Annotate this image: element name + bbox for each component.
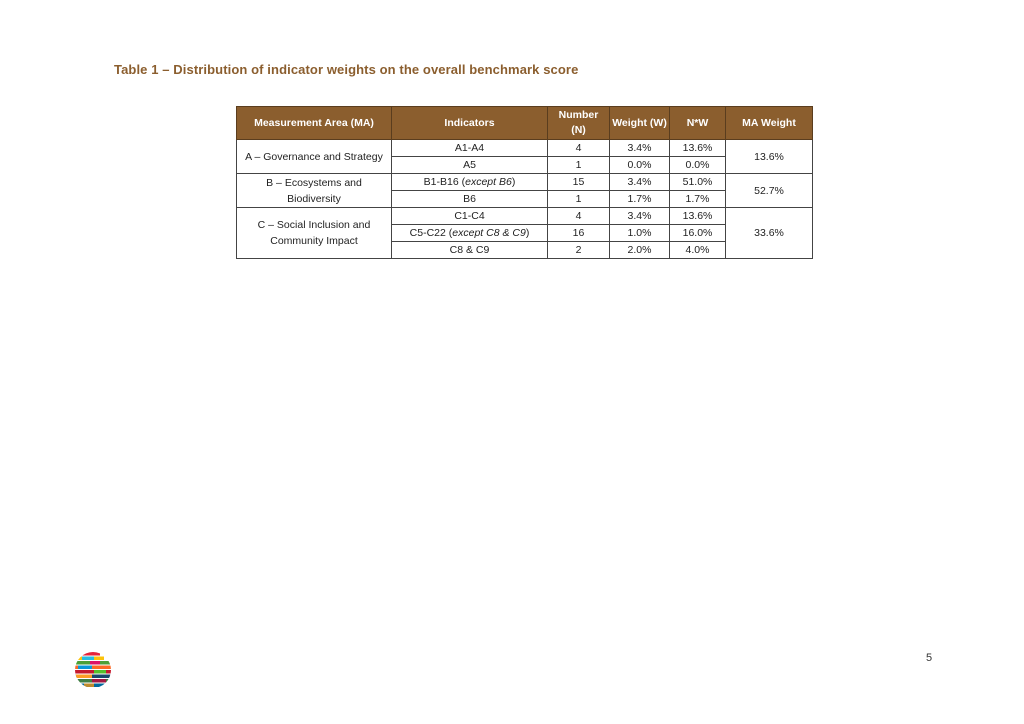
number-cell: 4 (548, 140, 610, 157)
indicators-prefix: C5-C22 ( (409, 227, 453, 239)
weight-cell: 1.0% (610, 225, 670, 242)
nw-cell: 4.0% (670, 242, 726, 259)
header-number: Number (N) (548, 107, 610, 140)
nw-cell: 0.0% (670, 157, 726, 174)
table-row (237, 208, 813, 225)
indicators-cell: A5 (392, 157, 548, 174)
indicators-cell: C8 & C9 (392, 242, 548, 259)
nw-cell: 13.6% (670, 140, 726, 157)
number-cell: 1 (548, 157, 610, 174)
header-indicators: Indicators (392, 107, 548, 140)
indicators-cell: B6 (392, 191, 548, 208)
indicators-suffix: ) (525, 227, 530, 239)
header-weight: Weight (W) (610, 107, 670, 140)
ma-weight-cell: 52.7% (726, 174, 813, 208)
weight-cell: 1.7% (610, 191, 670, 208)
weight-cell: 3.4% (610, 208, 670, 225)
indicators-prefix: B1-B16 ( (423, 176, 466, 188)
indicators-suffix: ) (511, 176, 516, 188)
indicators-exception: except C8 & C9 (452, 227, 526, 239)
number-cell: 1 (548, 191, 610, 208)
ma-weight-cell: 13.6% (726, 140, 813, 174)
table-row (237, 174, 813, 191)
number-cell: 15 (548, 174, 610, 191)
nw-cell: 51.0% (670, 174, 726, 191)
weight-cell: 3.4% (610, 140, 670, 157)
weights-table (236, 106, 813, 259)
table-row (237, 140, 813, 157)
indicators-cell: A1-A4 (392, 140, 548, 157)
indicators-cell (392, 174, 548, 191)
weight-cell: 2.0% (610, 242, 670, 259)
page-number: 5 (926, 652, 933, 664)
nw-cell: 16.0% (670, 225, 726, 242)
weight-cell: 3.4% (610, 174, 670, 191)
weight-cell: 0.0% (610, 157, 670, 174)
nw-cell: 13.6% (670, 208, 726, 225)
number-cell: 2 (548, 242, 610, 259)
ma-cell: A – Governance and Strategy (237, 140, 392, 174)
indicators-exception: except B6 (465, 176, 512, 188)
table-header-row (237, 107, 813, 140)
page-title: Table 1 – Distribution of indicator weights on the overall benchmark score (114, 62, 579, 77)
header-measurement-area: Measurement Area (MA) (237, 107, 392, 140)
header-nw: N*W (670, 107, 726, 140)
ma-cell: C – Social Inclusion and Community Impact (237, 208, 392, 259)
striped-globe-logo-icon (72, 650, 114, 690)
number-cell: 16 (548, 225, 610, 242)
nw-cell: 1.7% (670, 191, 726, 208)
ma-weight-cell: 33.6% (726, 208, 813, 259)
indicators-cell: C1-C4 (392, 208, 548, 225)
header-ma-weight: MA Weight (726, 107, 813, 140)
ma-cell: B – Ecosystems and Biodiversity (237, 174, 392, 208)
number-cell: 4 (548, 208, 610, 225)
indicators-cell (392, 225, 548, 242)
